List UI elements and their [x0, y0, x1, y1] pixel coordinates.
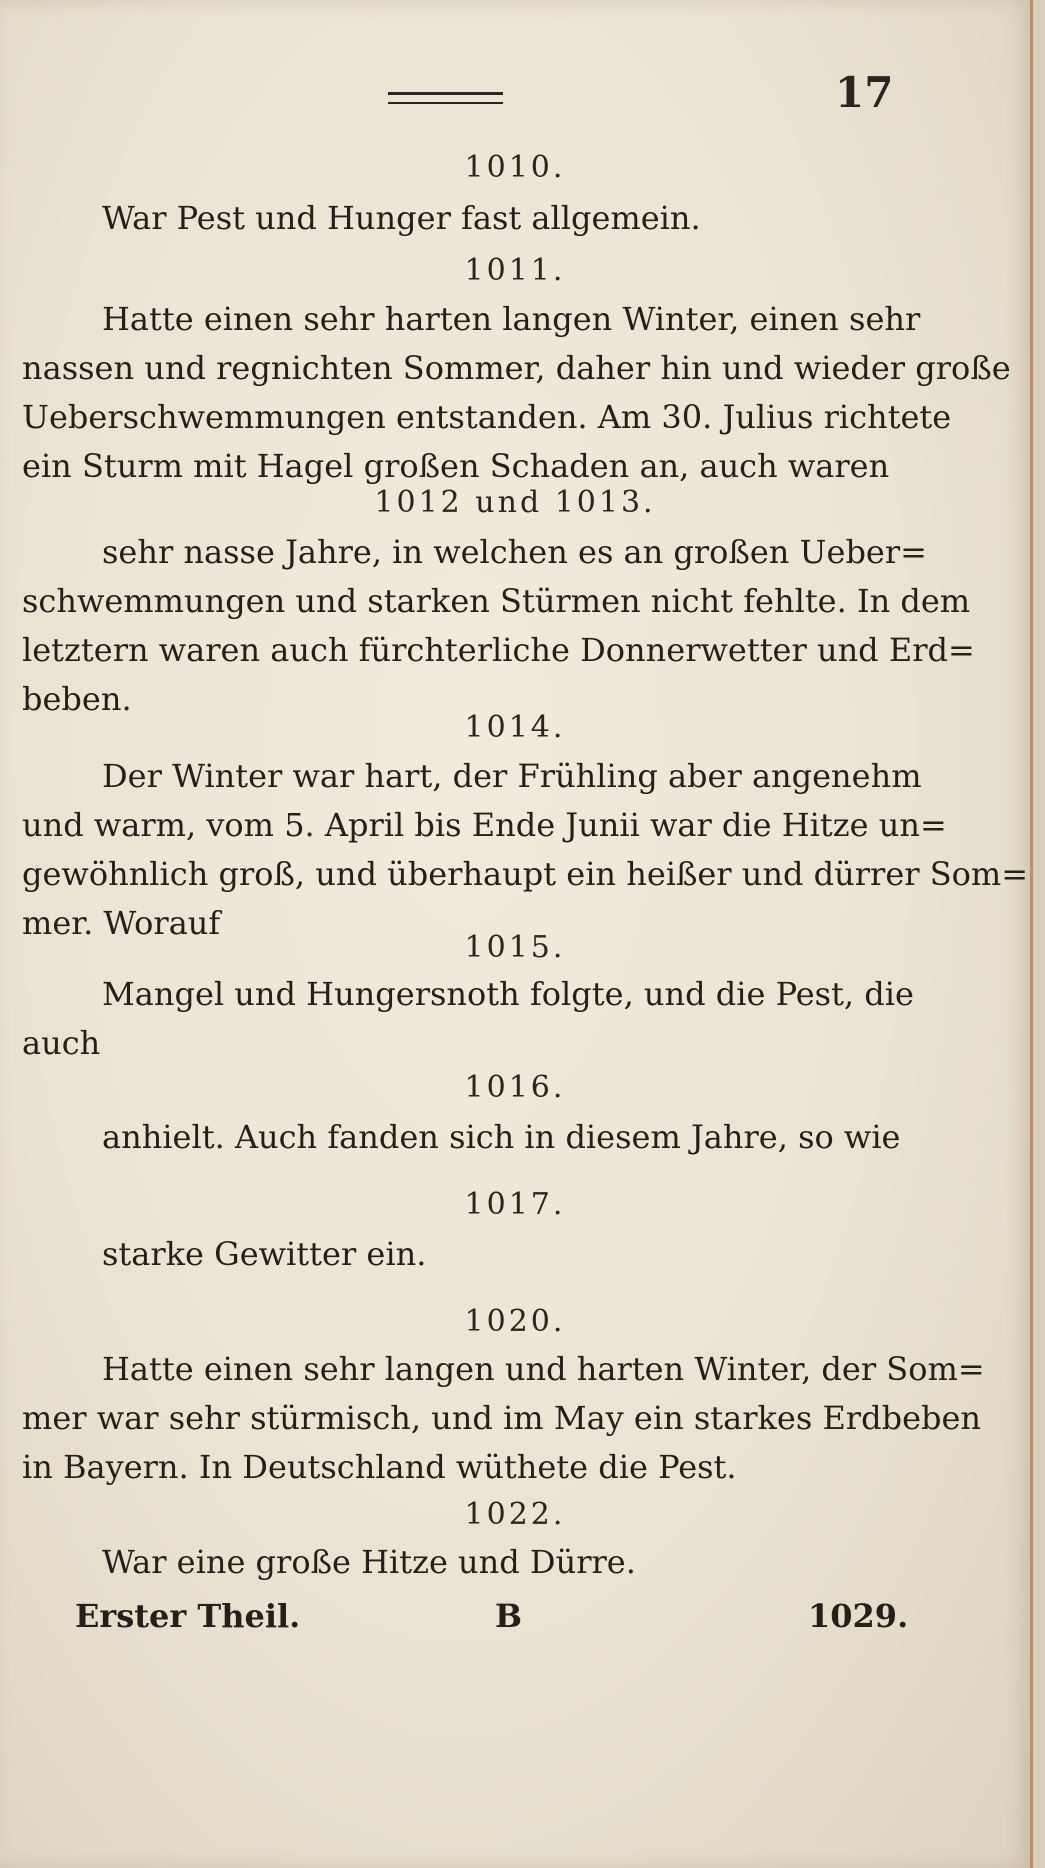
text-line: War eine große Hitze und Dürre.: [102, 1543, 636, 1581]
year-heading: 1014.: [464, 710, 566, 745]
text-line: Der Winter war hart, der Frühling aber angenehm: [102, 757, 922, 795]
year-heading: 1010.: [464, 150, 566, 185]
text-line: sehr nasse Jahre, in welchen es an großen Ueber=: [102, 533, 927, 571]
footer-part-label: Erster Theil.: [75, 1597, 301, 1635]
entry-text: [22, 970, 914, 1068]
text-line: Hatte einen sehr langen und harten Winter, der Som=: [102, 1350, 985, 1388]
year-heading: 1020.: [464, 1304, 566, 1339]
text-line: Mangel und Hungersnoth folgte, und die Pest, die: [102, 975, 914, 1013]
text-line: ein Sturm mit Hagel großen Schaden an, auch waren: [22, 447, 890, 485]
text-line: beben.: [22, 680, 132, 718]
text-line: gewöhnlich groß, und überhaupt ein heißer und dürrer Som=: [22, 855, 1029, 893]
entry-text: [22, 1538, 892, 1587]
year-heading: 1022.: [464, 1497, 566, 1532]
entry-text: [22, 1345, 985, 1492]
text-line: starke Gewitter ein.: [102, 1235, 427, 1273]
year-heading: 1012 und 1013.: [374, 485, 656, 520]
text-line: nassen und regnichten Sommer, daher hin und wieder große: [22, 349, 1011, 387]
text-line: mer war sehr stürmisch, und im May ein starkes Erdbeben: [22, 1399, 982, 1437]
entry-text: [22, 194, 892, 243]
text-line: Hatte einen sehr harten langen Winter, einen sehr: [102, 300, 921, 338]
text-line: in Bayern. In Deutschland wüthete die Pest.: [22, 1448, 737, 1486]
text-line: und warm, vom 5. April bis Ende Junii war die Hitze un=: [22, 806, 947, 844]
footer-catchword: 1029.: [808, 1597, 909, 1635]
year-heading: 1016.: [464, 1070, 566, 1105]
text-line: schwemmungen und starken Stürmen nicht fehlte. In dem: [22, 582, 971, 620]
entry-text: [22, 752, 1029, 948]
header-rule: [388, 92, 503, 104]
footer-signature-mark: B: [495, 1597, 523, 1635]
text-line: anhielt. Auch fanden sich in diesem Jahre, so wie: [102, 1118, 901, 1156]
text-line: mer. Worauf: [22, 904, 221, 942]
entry-text: [22, 295, 1011, 491]
year-heading: 1015.: [464, 930, 566, 965]
text-line: Ueberschwemmungen entstanden. Am 30. Julius richtete: [22, 398, 952, 436]
text-line: auch: [22, 1024, 101, 1062]
year-heading: 1011.: [464, 253, 566, 288]
entry-text: [22, 1113, 901, 1162]
entry-text: [22, 528, 975, 724]
text-line: War Pest und Hunger fast allgemein.: [102, 199, 701, 237]
page-number: 17: [835, 68, 894, 117]
entry-text: [22, 1230, 892, 1279]
text-line: letztern waren auch fürchterliche Donnerwetter und Erd=: [22, 631, 975, 669]
year-heading: 1017.: [464, 1187, 566, 1222]
